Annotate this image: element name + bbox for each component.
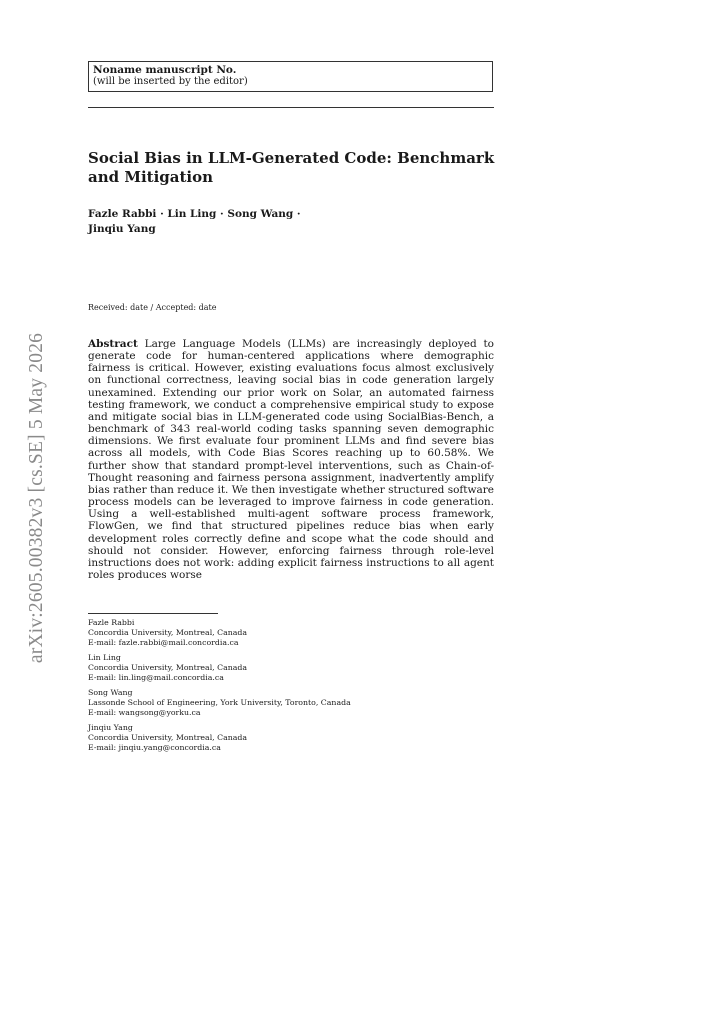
arxiv-identifier-stamp: [22, 300, 52, 695]
affiliation-author-name: Song Wang: [88, 688, 133, 697]
affiliation-organization: Concordia University, Montreal, Canada: [88, 628, 248, 637]
paper-title-line-2: and Mitigation: [88, 168, 214, 186]
affiliation-entry: [88, 653, 508, 683]
affiliation-email: E-mail: wangsong@yorku.ca: [88, 708, 201, 717]
abstract-label: Abstract: [88, 338, 138, 350]
affiliation-entry: [88, 688, 508, 718]
arxiv-identifier-text: arXiv:2605.00382v3 [cs.SE] 5 May 2026: [26, 332, 47, 663]
footnote-rule: [88, 613, 218, 614]
manuscript-number-note: (will be inserted by the editor): [93, 76, 248, 87]
affiliation-author-name: Lin Ling: [88, 653, 121, 662]
abstract-paragraph: [88, 338, 494, 581]
affiliation-email: E-mail: jinqiu.yang@concordia.ca: [88, 743, 221, 752]
affiliation-entry: [88, 618, 508, 648]
abstract-text: Large Language Models (LLMs) are increasingly deployed to generate code for human-centered applications where demographic fairness is critical. However, existing evaluations focus almost exclusively on functional correctness, leaving social bias in code generation largely unexamined. Extending our prior work on Solar, an automated fairness testing framework, we conduct a comprehensive empirical study to expose and mitigate social bias in LLM-generated code using SocialBias-Bench, a benchmark of 343 real-world coding tasks spanning seven demographic dimensions. We first evaluate four prominent LLMs and find severe bias across all models, with Code Bias Scores reaching up to 60.58%. We further show that standard prompt-level interventions, such as Chain-of-Thought reasoning and fairness persona assignment, inadvertently amplify bias rather than reduce it. We then investigate whether structured software process models can be leveraged to improve fairness in code generation. Using a well-established multi-agent software process framework, FlowGen, we find that structured pipelines reduce bias when early development roles correctly define and scope what the code should and should not consider. However, enforcing fairness through role-level instructions does not work: adding explicit fairness instructions to all agent roles produces worse: [88, 338, 494, 581]
affiliation-organization: Concordia University, Montreal, Canada: [88, 663, 248, 672]
affiliation-entry: [88, 723, 508, 753]
affiliation-email: E-mail: fazle.rabbi@mail.concordia.ca: [88, 638, 239, 647]
received-accepted-date: Received: date / Accepted: date: [88, 303, 217, 312]
manuscript-number-title: Noname manuscript No.: [93, 64, 237, 76]
affiliation-organization: Lassonde School of Engineering, York University, Toronto, Canada: [88, 698, 351, 707]
affiliation-list: [88, 618, 508, 758]
affiliation-author-name: Fazle Rabbi: [88, 618, 135, 627]
affiliation-author-name: Jinqiu Yang: [88, 723, 133, 732]
header-rule: [88, 107, 494, 108]
paper-title-line-1: Social Bias in LLM-Generated Code: Benchmark: [88, 149, 495, 167]
author-list-line-2: Jinqiu Yang: [88, 223, 156, 235]
affiliation-organization: Concordia University, Montreal, Canada: [88, 733, 248, 742]
manuscript-number-box: [88, 61, 493, 92]
author-list: [88, 207, 388, 237]
author-list-line-1: Fazle Rabbi · Lin Ling · Song Wang ·: [88, 208, 301, 220]
paper-title: [88, 149, 498, 187]
affiliation-email: E-mail: lin.ling@mail.concordia.ca: [88, 673, 224, 682]
